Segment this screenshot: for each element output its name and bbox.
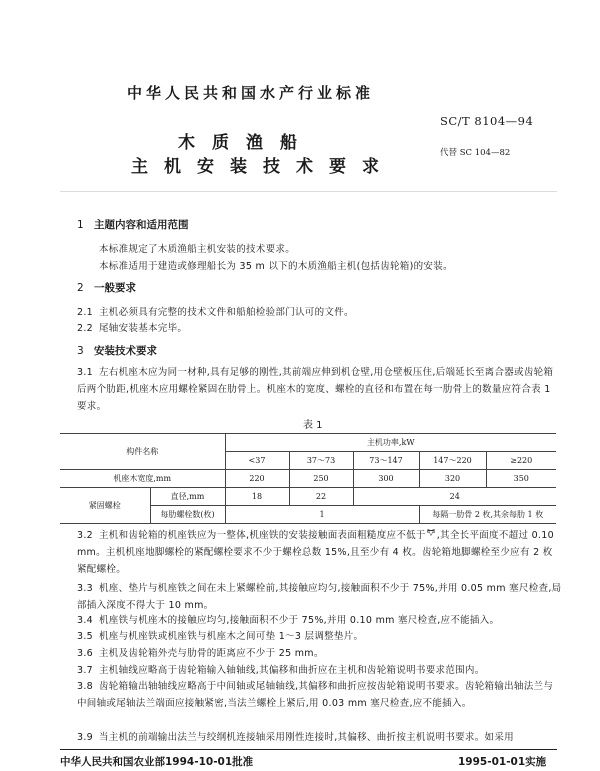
power-range: 147～220: [419, 452, 486, 470]
section-title: 安装技术要求: [94, 345, 157, 357]
section-3-heading: [77, 343, 157, 358]
clause-text: 左右机座木应为同一材种,具有足够的刚性,其前端应伸到机仓壁,用仓壁板压住,后端延长至离合器或齿轮箱后两个肋距,机座木应用螺栓紧固在肋骨上。机座木的宽度、螺栓的直径和布置在每一肋骨上的数量应符合表 1 要求。: [77, 367, 554, 412]
clause-3-5: [77, 628, 562, 645]
diameter-value: 18: [225, 488, 289, 506]
clause-number: 3.7: [77, 665, 94, 676]
clause-number: 3.2: [77, 530, 94, 541]
issuing-standard-heading: 中华人民共和国水产行业标准: [127, 84, 375, 102]
document-title-line1: 木质渔船: [178, 133, 314, 153]
clause-3-9: [77, 729, 562, 746]
implementation-date: 1995-01-01实施: [458, 756, 547, 768]
component-header: 构件名称: [60, 434, 225, 470]
diameter-value: 22: [289, 488, 353, 506]
clause-text: 机座铁与机座木的接触应均匀,接触面积不少于 75%,并用 0.10 mm 塞尺检查,应不能插入。: [99, 615, 500, 626]
document-title-line2: 主机安装技术要求: [131, 157, 395, 177]
clause-number: 2.1: [77, 307, 94, 318]
clause-2-2: [77, 320, 187, 334]
surface-roughness-symbol-icon: [426, 527, 437, 537]
clause-3-3: [77, 580, 562, 614]
paragraph: 本标准规定了木质渔船主机安装的技术要求。: [99, 244, 296, 255]
clause-3-7: [77, 662, 562, 679]
count-value: 每隔一肋骨 2 枚,其余每肋 1 枚: [419, 506, 556, 524]
clause-text: 主机必须具有完整的技术文件和船舶检验部门认可的文件。: [99, 307, 354, 318]
section-number: 1: [77, 219, 84, 231]
diameter-value: 24: [353, 488, 556, 506]
section-number: 2: [77, 282, 84, 294]
clause-number: 3.1: [77, 367, 94, 378]
clause-number: 2.2: [77, 323, 94, 334]
table-1: [60, 433, 556, 524]
width-value: 300: [353, 470, 419, 488]
width-value: 220: [225, 470, 289, 488]
section-2-heading: [77, 280, 136, 295]
header-divider: [60, 191, 557, 192]
clause-3-8: [77, 678, 562, 712]
clause-text: 机座与机座铁或机座铁与机座木之间可垫 1～3 层调整垫片。: [99, 631, 364, 642]
clause-3-2: [77, 527, 562, 578]
roughness-value: 6.3: [426, 529, 436, 535]
count-value: 1: [225, 506, 419, 524]
clause-text: ,其全长平面度不超过 0.10 mm。主机机座地脚螺栓的紧配螺栓要求不少于螺栓总数 15%,且至少有 4 枚。齿轮箱地脚螺栓至少应有 2 枚紧配螺栓。: [77, 530, 554, 575]
width-label: 机座木宽度,mm: [60, 470, 225, 488]
clause-text: 主机和齿轮箱的机座铁应为一整体,机座铁的安装接触面表面粗糙度应不低于: [99, 530, 426, 541]
power-range: ≥220: [486, 452, 556, 470]
width-value: 250: [289, 470, 353, 488]
clause-number: 3.5: [77, 631, 94, 642]
power-range: <37: [225, 452, 289, 470]
clause-number: 3.4: [77, 615, 94, 626]
replaces-standard: 代替 SC 104—82: [440, 148, 511, 158]
approval-date: 中华人民共和国农业部1994-10-01批准: [60, 756, 254, 768]
clause-text: 齿轮箱输出轴轴线应略高于中间轴或尾轴轴线,其偏移和曲折应按齿轮箱说明书要求。齿轮箱输出轴法兰与中间轴或尾轴法兰端面应接触紧密,当法兰螺栓上紧后,用 0.03 mm 塞尺检查,应不能插入。: [77, 681, 554, 709]
section-title: 主题内容和适用范围: [94, 219, 189, 231]
clause-3-6: [77, 645, 562, 662]
paragraph: 本标准适用于建造或修理船长为 35 m 以下的木质渔船主机(包括齿轮箱)的安装。: [99, 261, 453, 272]
clause-text: 机座、垫片与机座铁之间在未上紧螺栓前,其接触应均匀,接触面积不少于 75%,并用 0.05 mm 塞尺检查,局部插入深度不得大于 10 mm。: [77, 583, 562, 611]
clause-number: 3.9: [77, 732, 94, 743]
power-range: 37～73: [289, 452, 353, 470]
power-range: 73～147: [353, 452, 419, 470]
clause-number: 3.8: [77, 681, 94, 692]
section-1-heading: [77, 217, 189, 232]
diameter-label: 直径,mm: [150, 488, 225, 506]
clause-3-1: [77, 364, 562, 415]
clause-text: 主机及齿轮箱外壳与肋骨的距离应不少于 25 mm。: [99, 648, 324, 659]
clause-3-4: [77, 612, 562, 629]
clause-number: 3.3: [77, 583, 94, 594]
clause-2-1: [77, 304, 354, 318]
clause-text: 当主机的前端输出法兰与绞纲机连接轴采用刚性连接时,其偏移、曲折按主机说明书要求。如采用: [99, 732, 514, 743]
clause-number: 3.6: [77, 648, 94, 659]
section-number: 3: [77, 345, 84, 357]
standard-code: SC/T 8104—94: [440, 114, 534, 128]
count-label: 每肋螺栓数(枚): [150, 506, 225, 524]
clause-text: 主机轴线应略高于齿轮箱输入轴轴线,其偏移和曲折应在主机和齿轮箱说明书要求范围内。: [99, 665, 485, 676]
clause-text: 尾轴安装基本完毕。: [99, 323, 188, 334]
width-value: 320: [419, 470, 486, 488]
table-caption: 表 1: [303, 420, 323, 431]
power-header: 主机功率,kW: [225, 434, 556, 452]
width-value: 350: [486, 470, 556, 488]
bolt-group-label: 紧固螺栓: [60, 488, 150, 524]
footer-divider: [60, 749, 557, 750]
section-title: 一般要求: [94, 282, 136, 294]
